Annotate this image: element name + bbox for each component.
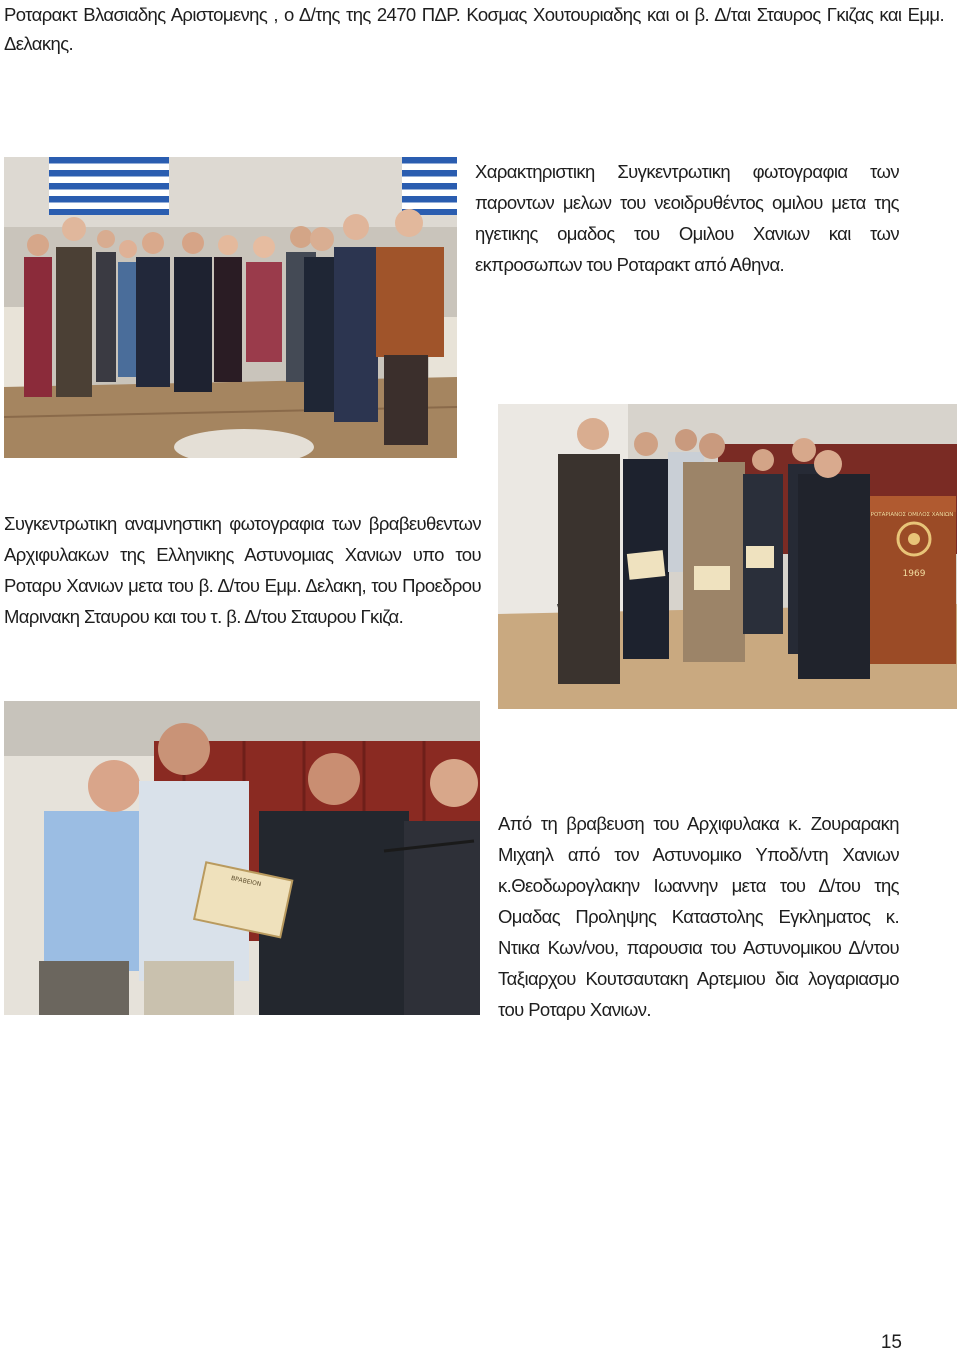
awards-photo [498, 404, 957, 709]
group-photo-caption: Χαρακτηριστικη Συγκεντρωτικη φωτογραφια των παροντων μελων του νεοιδρυθέντος ομιλου μετα της ηγετικης ομαδος του Ομιλου Χανιων και των εκπροσωπων του Ροταρακτ από Αθηνα. [475, 161, 899, 275]
podium-label: ΡΟΤΑΡΙΑΝΟΣ ΟΜΙΛΟΣ ΧΑΝΙΩΝ [870, 512, 954, 518]
certificate-label: ΒΡΑΒΕΙΟΝ [230, 874, 262, 889]
podium-year: 1969 [902, 569, 926, 579]
podium [860, 496, 956, 664]
intro-paragraph: Ροταρακτ Βλασιαδης Αριστομενης , ο Δ/της της 2470 ΠΔΡ. Κοσμας Χουτουριαδης και οι β. Δ/ται Σταυρος Γκιζας και Εμμ. Δελακης. [4, 4, 944, 54]
handshake-caption-text: Από τη βραβευση του Αρχιφυλακα κ. Ζουραρακη Μιχαηλ από τον Αστυνομικο Υποδ/ντη Χανιων κ.Θεοδωρογλακην Ιωαννην μετα του Δ/του της Ομαδας Προληψης Καταστολης Εγκληματος κ. Ντικα Κων/νου, παρουσια του Αστυνομικου Δ/ντου Ταξιαρχου Κουτσαυτακη Αρτεμιου δια λογαριασμο του Ροταρυ Χανιων. [498, 813, 899, 1020]
group-photo [4, 157, 457, 458]
greek-flag-icon [402, 157, 457, 215]
page-number: 15 [880, 1332, 902, 1353]
handshake-photo-caption [498, 808, 899, 1025]
greek-flag-icon [49, 157, 169, 215]
handshake-photo [4, 701, 480, 1015]
awards-photo-caption: Συγκεντρωτικη αναμνηστικη φωτογραφια των βραβευθεντων Αρχιφυλακων της Ελληνικης Αστυνομιας Χανιων υπο του Ροταρυ Χανιων μετα του β. Δ/του Εμμ. Δελακη, του Προεδρου Μαρινακη Σταυρου και του τ. β. Δ/του Σταυρου Γκιζα. [4, 513, 481, 627]
